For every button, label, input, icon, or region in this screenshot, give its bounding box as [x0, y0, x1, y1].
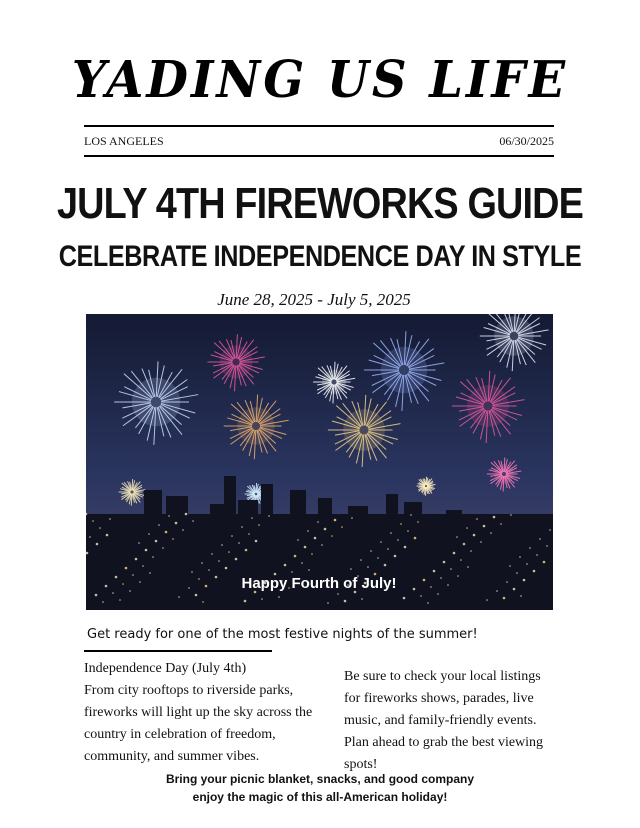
dateline [84, 132, 554, 150]
fireworks-skyline-illustration [86, 314, 553, 610]
left-column [84, 658, 324, 768]
tagline: Get ready for one of the most festive nights of the summer! [87, 627, 478, 642]
footer [0, 770, 640, 806]
right-column-body: Be sure to check your local listings for fireworks shows, parades, live music, and family-friendly events. Plan ahead to grab the best viewing spots! [344, 669, 544, 772]
left-column-heading: Independence Day (July 4th) [84, 661, 247, 676]
bottom-rule [84, 155, 554, 157]
event-date-range: June 28, 2025 - July 5, 2025 [217, 290, 411, 309]
left-column-body: From city rooftops to riverside parks, fireworks will light up the sky across the country in celebration of freedom, community, and summer vibes. [84, 683, 313, 764]
footer-line-1: Bring your picnic blanket, snacks, and good company [165, 772, 475, 786]
right-column [344, 666, 560, 776]
fireworks-photo [86, 314, 553, 610]
top-rule [84, 125, 554, 127]
subheadline: CELEBRATE INDEPENDENCE DAY IN STYLE [58, 240, 582, 273]
dateline-date: 06/30/2025 [499, 134, 554, 148]
headline: JULY 4TH FIREWORKS GUIDE [56, 179, 584, 228]
footer-line-2: enjoy the magic of this all-American holiday! [192, 790, 448, 804]
section-rule [84, 650, 272, 652]
masthead-title: YADING US LIFE [71, 50, 569, 110]
photo-caption: Happy Fourth of July! [241, 575, 397, 592]
dateline-location: LOS ANGELES [84, 134, 164, 148]
